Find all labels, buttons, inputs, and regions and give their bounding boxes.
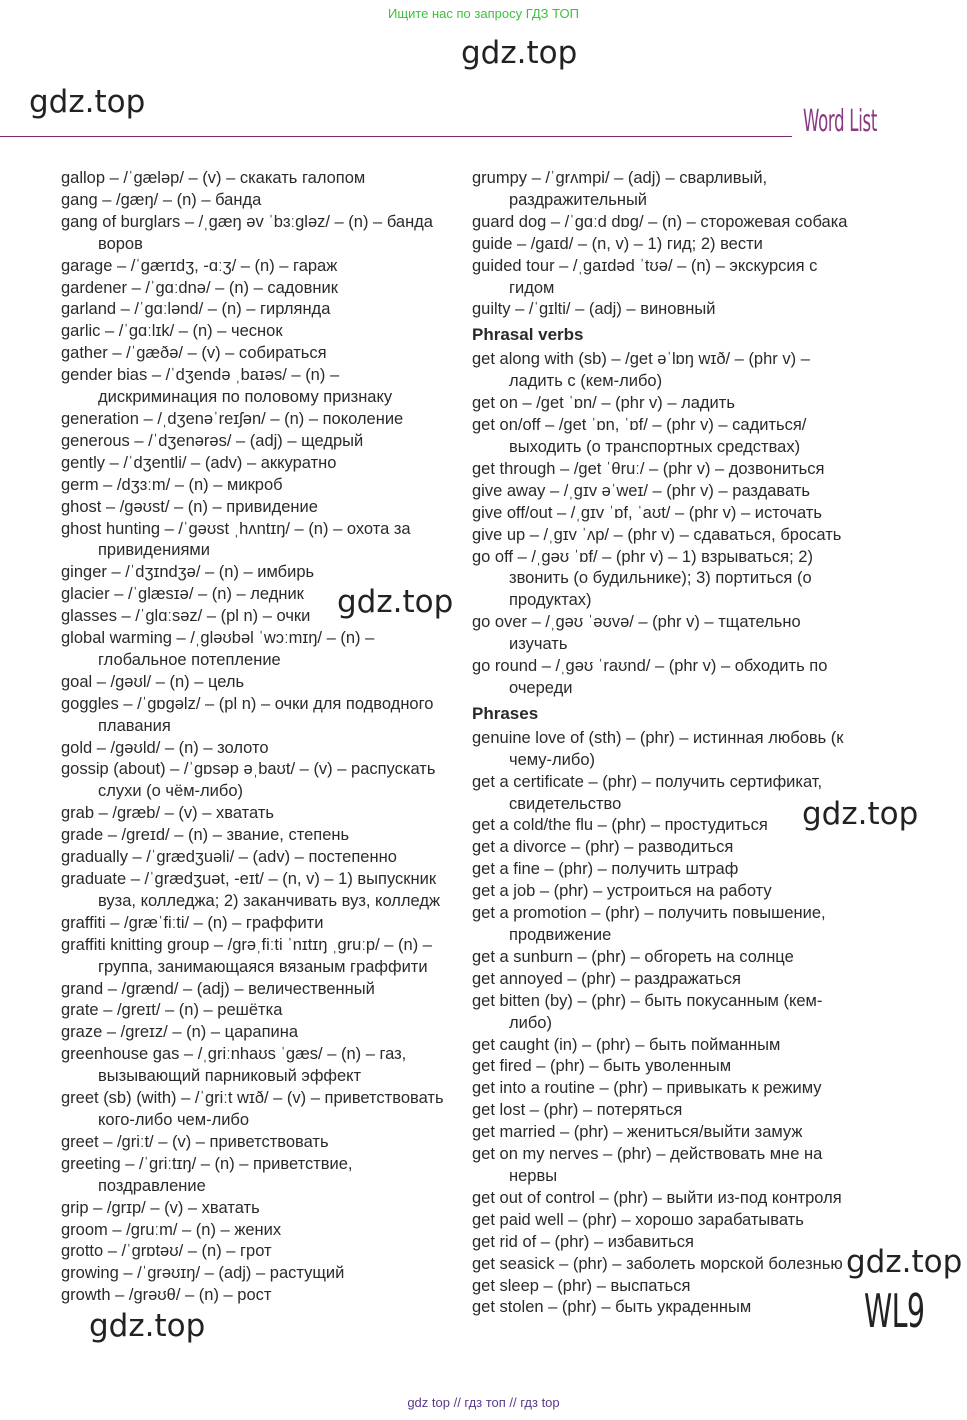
word-entry: ginger – /ˈdʒɪndʒə/ – (n) – имбирь bbox=[61, 563, 315, 582]
word-entry: get a certificate – (phr) – получить сертификат, свидетельство bbox=[472, 772, 823, 813]
word-entry: get along with (sb) – /ɡet əˈlɒŋ wɪð/ – (phr v) – ладить с (кем-либо) bbox=[472, 350, 810, 391]
header-divider bbox=[0, 136, 792, 137]
word-entry: greenhouse gas – /ˌɡriːnhaʊs ˈɡæs/ – (n) – газ, вызывающий парниковый эффект bbox=[61, 1045, 407, 1086]
word-entry: grip – /ɡrɪp/ – (v) – хватать bbox=[61, 1198, 260, 1217]
word-entry: ghost hunting – /ˈɡəʊst ˌhʌntɪŋ/ – (n) – охота за привидениями bbox=[61, 519, 411, 560]
word-entry: go over – /ˌɡəʊ ˈəʊvə/ – (phr v) – тщательно изучать bbox=[472, 613, 801, 654]
word-entry: gradually – /ˈɡrædʒuəli/ – (adv) – постепенно bbox=[61, 848, 397, 867]
word-entry: groom – /ɡruːm/ – (n) – жених bbox=[61, 1220, 282, 1239]
word-entry: get lost – (phr) – потеряться bbox=[472, 1101, 683, 1120]
watermark: gdz.top bbox=[337, 584, 454, 620]
watermark: gdz.top bbox=[802, 796, 919, 832]
word-entry: get on my nerves – (phr) – действовать мне на нервы bbox=[472, 1145, 823, 1185]
word-entry: gossip (about) – /ˈɡɒsəp əˌbaʊt/ – (v) – распускать слухи (о чём-либо) bbox=[61, 760, 436, 801]
footer-links[interactable]: gdz top // гдз топ // гдз top bbox=[407, 1395, 560, 1410]
word-entry: gardener – /ˈɡɑːdnə/ – (n) – садовник bbox=[61, 278, 338, 297]
section-title-phrasal-verbs: Phrasal verbs bbox=[472, 325, 584, 345]
watermark: gdz.top bbox=[89, 1308, 206, 1344]
word-entry: graze – /ɡreɪz/ – (n) – царапина bbox=[61, 1023, 299, 1042]
left-column bbox=[61, 168, 461, 1307]
word-entry: get annoyed – (phr) – раздражаться bbox=[472, 969, 741, 988]
word-entry: get married – (phr) – жениться/выйти замуж bbox=[472, 1123, 803, 1142]
word-entry: get a cold/the flu – (phr) – простудиться bbox=[472, 816, 768, 835]
word-entry: garage – /ˈɡærɪdʒ, -ɑːʒ/ – (n) – гараж bbox=[61, 256, 338, 275]
word-entry: get through – /ɡet ˈθruː/ – (phr v) – дозвониться bbox=[472, 459, 825, 478]
word-entry: gather – /ˈɡæðə/ – (v) – собираться bbox=[61, 344, 327, 363]
word-entry: glacier – /ˈɡlæsɪə/ – (n) – ледник bbox=[61, 585, 304, 604]
watermark: gdz.top bbox=[461, 35, 578, 71]
word-entry: get fired – (phr) – быть уволенным bbox=[472, 1057, 732, 1076]
word-entry: greeting – /ˈɡriːtɪŋ/ – (n) – приветствие, поздравление bbox=[61, 1154, 353, 1195]
word-entry: garlic – /ˈɡɑːlɪk/ – (n) – чеснок bbox=[61, 322, 283, 341]
word-entry: get bitten (by) – (phr) – быть покусанным (кем-либо) bbox=[472, 991, 823, 1032]
word-entry: graffiti knitting group – /ɡrəˌfiːti ˈnɪtɪŋ ˌɡruːp/ – (n) – группа, занимающаяся вязаным граффити bbox=[61, 935, 432, 976]
word-entry: grotto – /ˈɡrɒtəʊ/ – (n) – грот bbox=[61, 1242, 272, 1261]
word-entry: growth – /ɡrəʊθ/ – (n) – рост bbox=[61, 1286, 272, 1305]
word-entry: give away – /ˌɡɪv əˈweɪ/ – (phr v) – раздавать bbox=[472, 481, 810, 500]
word-entry: get on/off – /ɡet ˈɒn, ˈɒf/ – (phr v) – садиться/выходить (о транспортных средствах) bbox=[472, 416, 807, 456]
word-entry: get into a routine – (phr) – привыкать к режиму bbox=[472, 1079, 822, 1098]
word-entry: get on – /ɡet ˈɒn/ – (phr v) – ладить bbox=[472, 394, 735, 413]
word-entry: get rid of – (phr) – избавиться bbox=[472, 1232, 694, 1251]
word-entry: goggles – /ˈɡɒɡəlz/ – (pl n) – очки для подводного плавания bbox=[61, 694, 434, 735]
word-entry: gallop – /ˈɡæləp/ – (v) – скакать галопом bbox=[61, 169, 366, 187]
word-entry: get sleep – (phr) – выспаться bbox=[472, 1276, 691, 1295]
word-entry: give up – /ˌɡɪv ˈʌp/ – (phr v) – сдаваться, бросать bbox=[472, 525, 842, 544]
word-entry: go round – /ˌɡəʊ ˈraʊnd/ – (phr v) – обходить по очереди bbox=[472, 657, 828, 697]
word-entry: gang – /ɡæŋ/ – (n) – банда bbox=[61, 190, 262, 209]
word-entry: get a fine – (phr) – получить штраф bbox=[472, 860, 739, 879]
word-entry: growing – /ˈɡrəʊɪŋ/ – (adj) – растущий bbox=[61, 1264, 345, 1283]
word-entry: give off/out – /ˌɡɪv ˈɒf, ˈaʊt/ – (phr v) – источать bbox=[472, 503, 822, 522]
word-entry: goal – /ɡəʊl/ – (n) – цель bbox=[61, 672, 245, 691]
word-entry: greet (sb) (with) – /ˈɡriːt wɪð/ – (v) – приветствовать кого-либо чем-либо bbox=[61, 1089, 444, 1129]
word-entry: guilty – /ˈɡɪlti/ – (adj) – виновный bbox=[472, 300, 716, 319]
word-entry: get a divorce – (phr) – разводиться bbox=[472, 838, 734, 857]
word-entry: generous – /ˈdʒenərəs/ – (adj) – щедрый bbox=[61, 431, 364, 450]
word-entry: get stolen – (phr) – быть украденным bbox=[472, 1298, 752, 1317]
word-entry: germ – /dʒɜːm/ – (n) – микроб bbox=[61, 475, 283, 494]
word-entry: get caught (in) – (phr) – быть пойманным bbox=[472, 1035, 781, 1054]
word-entry: guard dog – /ˈɡɑːd dɒɡ/ – (n) – сторожевая собака bbox=[472, 212, 848, 231]
word-entry: garland – /ˈɡɑːlənd/ – (n) – гирлянда bbox=[61, 300, 331, 319]
word-entry: get a job – (phr) – устроиться на работу bbox=[472, 882, 772, 901]
word-entry: get paid well – (phr) – хорошо зарабатывать bbox=[472, 1210, 804, 1229]
page-number: WL9 bbox=[864, 1284, 925, 1338]
watermark: gdz.top bbox=[29, 84, 146, 120]
word-entry: graduate – /ˈɡrædʒuət, -eɪt/ – (n, v) – 1) выпускник вуза, колледжа; 2) заканчивать вуз, колледж bbox=[61, 870, 441, 910]
right-column bbox=[472, 168, 852, 1319]
word-entry: get seasick – (phr) – заболеть морской болезнью bbox=[472, 1254, 843, 1273]
word-entry: grab – /ɡræb/ – (v) – хватать bbox=[61, 804, 274, 823]
word-entry: glasses – /ˈɡlɑːsəz/ – (pl n) – очки bbox=[61, 607, 311, 626]
word-entry: get out of control – (phr) – выйти из-под контроля bbox=[472, 1188, 842, 1207]
word-entry: ghost – /ɡəʊst/ – (n) – привидение bbox=[61, 497, 318, 516]
word-entry: gender bias – /ˈdʒendə ˌbaɪəs/ – (n) – дискриминация по половому признаку bbox=[61, 366, 393, 407]
watermark: gdz.top bbox=[846, 1244, 963, 1280]
word-entry: graffiti – /ɡræˈfiːti/ – (n) – граффити bbox=[61, 913, 324, 932]
word-entry: global warming – /ˌɡləʊbəl ˈwɔːmɪŋ/ – (n) – глобальное потепление bbox=[61, 629, 375, 669]
word-entry: gold – /ɡəʊld/ – (n) – золото bbox=[61, 738, 269, 757]
word-entry: gang of burglars – /ˌɡæŋ əv ˈbɜːɡləz/ – (n) – банда воров bbox=[61, 212, 433, 253]
word-entry: gently – /ˈdʒentli/ – (adv) – аккуратно bbox=[61, 453, 337, 472]
word-entry: get a sunburn – (phr) – обгореть на солнце bbox=[472, 947, 794, 966]
page-title: Word List bbox=[803, 104, 878, 139]
word-entry: greet – /ɡriːt/ – (v) – приветствовать bbox=[61, 1132, 329, 1151]
word-entry: grumpy – /ˈɡrʌmpi/ – (adj) – сварливый, раздражительный bbox=[472, 169, 768, 209]
word-entry: genuine love of (sth) – (phr) – истинная любовь (к чему-либо) bbox=[472, 728, 844, 769]
word-entry: get a promotion – (phr) – получить повышение, продвижение bbox=[472, 904, 826, 944]
word-entry: go off – /ˌɡəʊ ˈɒf/ – (phr v) – 1) взрываться; 2) звонить (о будильнике); 3) портиться (о продуктах) bbox=[472, 547, 813, 610]
word-entry: guide – /ɡaɪd/ – (n, v) – 1) гид; 2) вести bbox=[472, 234, 763, 253]
word-entry: grate – /ɡreɪt/ – (n) – решётка bbox=[61, 1001, 283, 1020]
word-entry: grade – /ɡreɪd/ – (n) – звание, степень bbox=[61, 826, 350, 845]
section-title-phrases: Phrases bbox=[472, 703, 539, 723]
top-banner[interactable]: Ищите нас по запросу ГДЗ ТОП bbox=[388, 6, 579, 21]
word-entry: grand – /ɡrænd/ – (adj) – величественный bbox=[61, 979, 375, 998]
word-entry: generation – /ˌdʒenəˈreɪʃən/ – (n) – поколение bbox=[61, 409, 404, 428]
word-entry: guided tour – /ˌɡaɪdəd ˈtʊə/ – (n) – экскурсия с гидом bbox=[472, 256, 818, 297]
